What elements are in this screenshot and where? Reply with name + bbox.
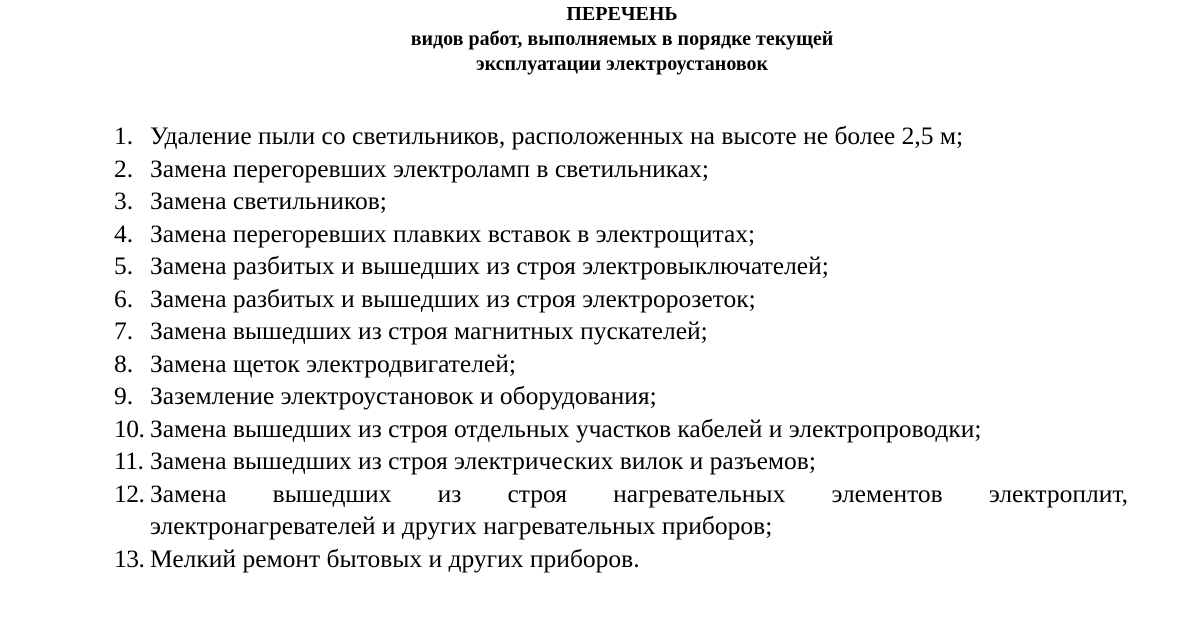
list-item xyxy=(114,283,1128,316)
list-item xyxy=(114,413,1128,446)
list-item xyxy=(114,120,1128,153)
document-subtitle-line-1: видов работ, выполняемых в порядке текущей xyxy=(410,28,834,50)
list-item-text-line-1: Замена вышедших из строя нагревательных элементов электроплит, xyxy=(150,478,1128,508)
list-item-text: Замена разбитых и вышедших из строя электровыключателей; xyxy=(150,251,829,280)
list-item-number: 11. xyxy=(114,446,144,475)
list-item-number: 1. xyxy=(114,121,134,150)
list-item-text: Замена щеток электродвигателей; xyxy=(150,348,516,378)
list-item-number: 9. xyxy=(114,381,134,410)
list-item-text: Замена вышедших из строя отдельных участков кабелей и электропроводки; xyxy=(150,413,982,443)
list-item xyxy=(114,543,1128,576)
list-item xyxy=(114,445,1128,478)
list-item-number: 8. xyxy=(114,348,134,378)
list-item-text: Заземление электроустановок и оборудования; xyxy=(150,381,657,410)
list-item xyxy=(114,250,1128,283)
list-item-text-line-2: электронагревателей и других нагревательных приборов; xyxy=(150,511,773,540)
list-item-number: 13. xyxy=(114,543,145,573)
list-item xyxy=(114,218,1128,251)
document-title: ПЕРЕЧЕНЬ xyxy=(566,3,678,25)
document-heading xyxy=(0,0,1200,77)
list-item xyxy=(114,315,1128,348)
list-item-number: 3. xyxy=(114,186,134,215)
list-item-number: 2. xyxy=(114,153,134,183)
list-item xyxy=(114,348,1128,381)
work-list xyxy=(114,120,1128,575)
list-item-text xyxy=(150,478,1128,543)
list-item-number: 5. xyxy=(114,251,134,280)
list-item xyxy=(114,478,1128,543)
list-item xyxy=(114,185,1128,218)
list-item-number: 7. xyxy=(114,316,134,345)
document-subtitle-line-2: эксплуатации электроустановок xyxy=(475,53,769,75)
list-item-text: Удаление пыли со светильников, расположенных на высоте не более 2,5 м; xyxy=(150,121,964,150)
list-item-text: Замена светильников; xyxy=(150,186,387,215)
list-item-text: Мелкий ремонт бытовых и других приборов. xyxy=(150,543,640,573)
list-item-number: 10. xyxy=(114,413,145,443)
list-item xyxy=(114,153,1128,186)
list-item-text: Замена перегоревших электроламп в светильниках; xyxy=(150,153,709,183)
list-item xyxy=(114,380,1128,413)
list-item-text: Замена перегоревших плавких вставок в электрощитах; xyxy=(150,218,756,248)
list-item-text: Замена вышедших из строя электрических вилок и разъемов; xyxy=(150,446,816,475)
list-item-text: Замена вышедших из строя магнитных пускателей; xyxy=(150,316,708,345)
list-item-number: 12. xyxy=(114,478,145,508)
list-item-text: Замена разбитых и вышедших из строя электророзеток; xyxy=(150,283,756,313)
list-item-number: 4. xyxy=(114,218,134,248)
list-item-number: 6. xyxy=(114,283,134,313)
